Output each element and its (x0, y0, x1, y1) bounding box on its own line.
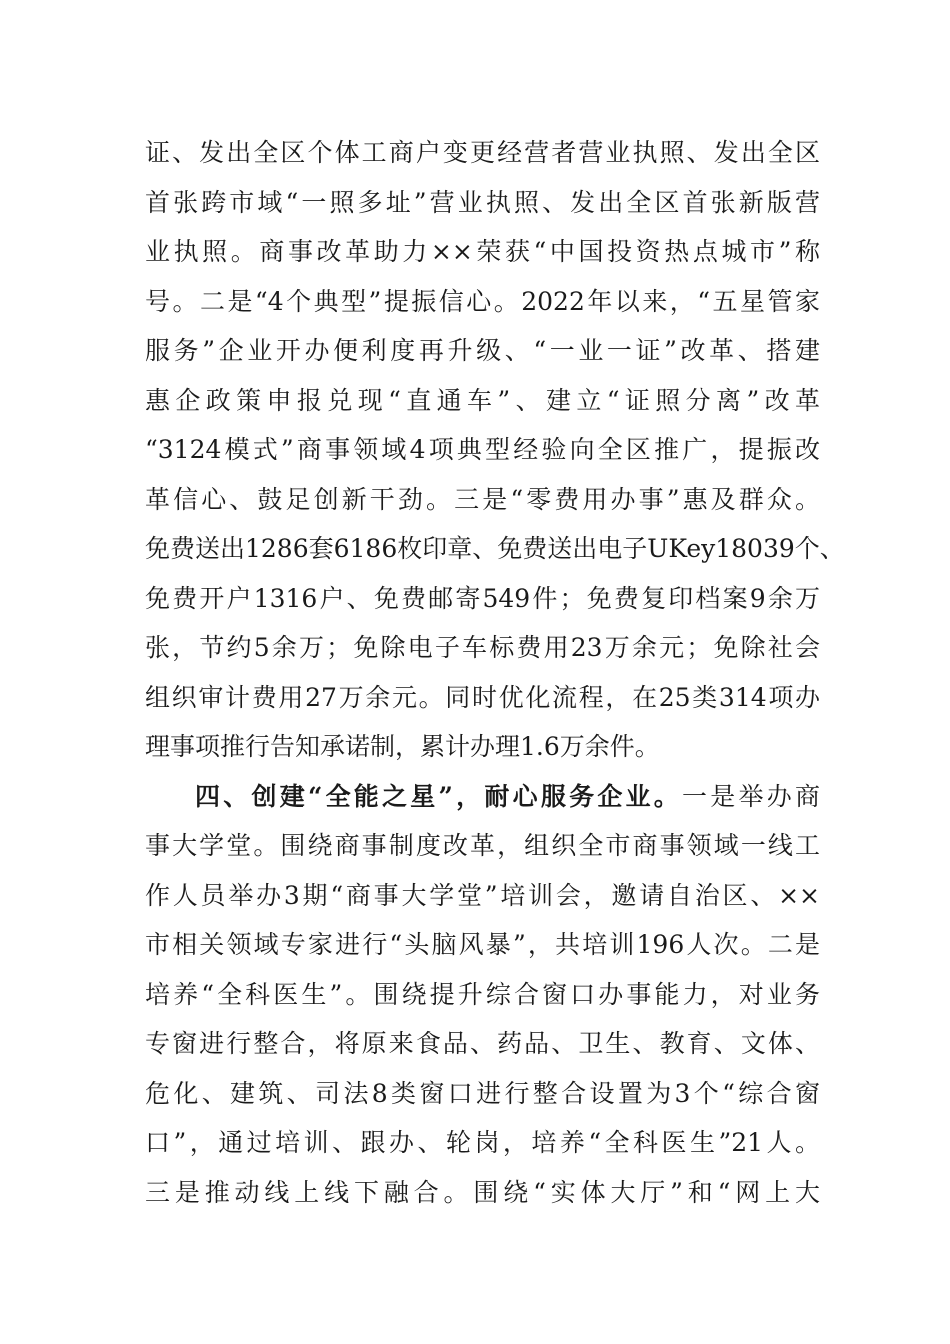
paragraph-line: 理事项推行告知承诺制，累计办理1.6万余件。 (145, 732, 660, 761)
paragraph-line: “3124模式”商事领域4项典型经验向全区推广，提振改 (145, 435, 820, 464)
paragraph-line: 组织审计费用27万余元。同时优化流程，在25类314项办 (145, 682, 820, 712)
section-heading: 四、创建“全能之星”，耐心服务企业。 (195, 781, 683, 811)
section-heading-line (145, 772, 820, 822)
paragraph-line: 专窗进行整合，将原来食品、药品、卫生、教育、文体、 (145, 1029, 820, 1058)
paragraph-line: 培养“全科医生”。围绕提升综合窗口办事能力，对业务 (145, 979, 820, 1009)
paragraph-line: 市相关领域专家进行“头脑风暴”，共培训196人次。二是 (145, 930, 820, 959)
paragraph-line: 惠企政策申报兑现“直通车”、建立“证照分离”改革 (145, 385, 820, 415)
paragraph-line: 号。二是“4个典型”提振信心。2022年以来，“五星管家 (145, 286, 820, 316)
paragraph-line: 危化、建筑、司法8类窗口进行整合设置为3个“综合窗 (145, 1078, 820, 1108)
paragraph-line: 免费送出1286套6186枚印章、免费送出电子UKey18039个、 (145, 534, 845, 563)
paragraph-line: 张，节约5余万；免除电子车标费用23万余元；免除社会 (145, 633, 820, 662)
paragraph-line: 革信心、鼓足创新干劲。三是“零费用办事”惠及群众。 (145, 484, 820, 514)
paragraph-line: 口”，通过培训、跟办、轮岗，培养“全科医生”21人。 (145, 1128, 820, 1157)
body-text (145, 128, 845, 1217)
section-heading-tail: 一是举办商 (682, 781, 820, 811)
paragraph-line: 作人员举办3期“商事大学堂”培训会，邀请自治区、×× (145, 880, 820, 910)
paragraph-line: 服务”企业开办便利度再升级、“一业一证”改革、搭建 (145, 336, 820, 365)
paragraph-line: 证、发出全区个体工商户变更经营者营业执照、发出全区 (145, 138, 820, 167)
paragraph-line: 事大学堂。围绕商事制度改革，组织全市商事领域一线工 (145, 831, 820, 860)
paragraph-line: 三是推动线上线下融合。围绕“实体大厅”和“网上大 (145, 1177, 820, 1207)
paragraph-line: 业执照。商事改革助力××荣获“中国投资热点城市”称 (145, 237, 820, 266)
paragraph-line: 免费开户1316户、免费邮寄549件；免费复印档案9余万 (145, 583, 820, 613)
paragraph-line: 首张跨市域“一照多址”营业执照、发出全区首张新版营 (145, 187, 820, 217)
